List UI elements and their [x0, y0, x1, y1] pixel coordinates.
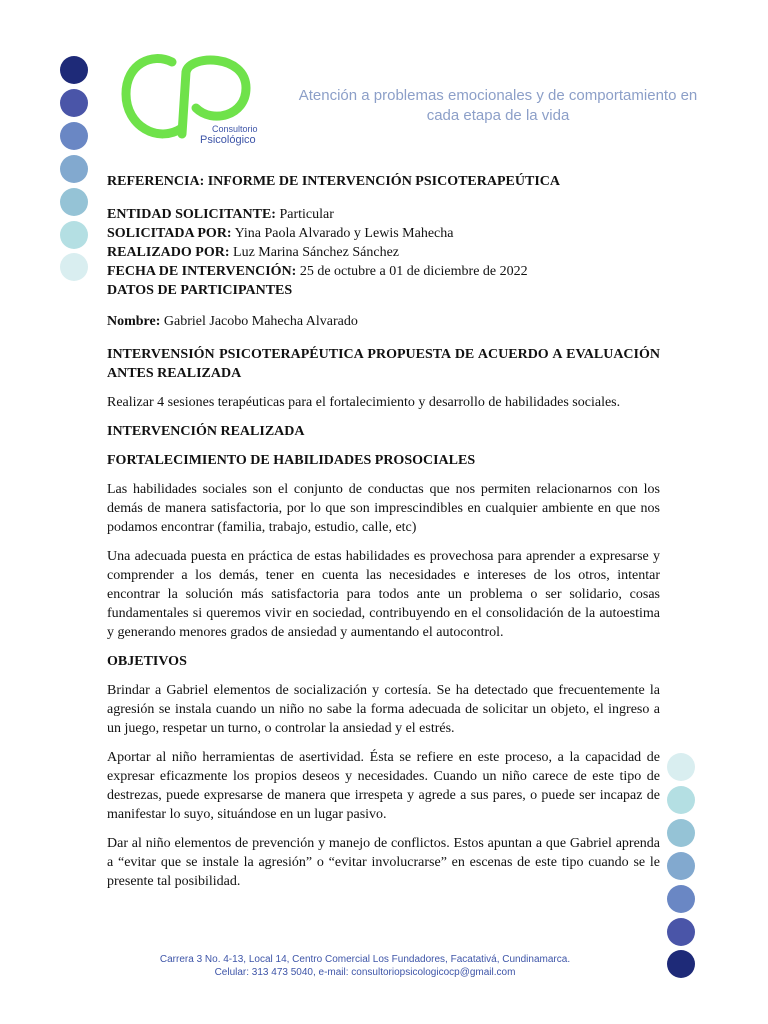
logo-text-line2: Psicológico — [200, 134, 256, 146]
skills-heading: FORTALECIMIENTO DE HABILIDADES PROSOCIALES — [107, 453, 476, 468]
objectives-paragraph-3: Dar al niño elementos de prevención y manejo de conflictos. Estos apuntan a que Gabriel aprenda a “evitar que se instale la agresión” o “evitar involucrarse” en escenas de este tipo cuando se le presente tal posibilidad. — [107, 836, 660, 889]
decor-dot — [60, 155, 88, 183]
decor-dot — [667, 918, 695, 946]
decor-dot — [667, 786, 695, 814]
participants-heading: DATOS DE PARTICIPANTES — [107, 283, 293, 298]
objectives-paragraph-1: Brindar a Gabriel elementos de socialización y cortesía. Se ha detectado que frecuentemente la agresión se instala cuando un niño no sabe la forma adecuada de solicitar un objeto, el ingreso a un juego, respetar un turno, o controlar la ansiedad y el estrés. — [107, 683, 660, 736]
field-value: Luz Marina Sánchez Sánchez — [229, 245, 399, 260]
decor-dot — [60, 89, 88, 117]
name-value: Gabriel Jacobo Mahecha Alvarado — [160, 314, 358, 329]
objectives-heading: OBJETIVOS — [107, 654, 187, 669]
field-label: FECHA DE INTERVENCIÓN: — [107, 264, 297, 279]
decor-dot — [667, 852, 695, 880]
decor-dot — [60, 56, 88, 84]
field-value: Yina Paola Alvarado y Lewis Mahecha — [231, 226, 454, 241]
performed-heading: INTERVENCIÓN REALIZADA — [107, 424, 305, 439]
skills-paragraph-2: Una adecuada puesta en práctica de estas habilidades es provechosa para aprender a expresarse y comprender a los demás, tener en cuenta las necesidades e intereses de los otros, intentar encontrar la solución más satisfactoria para todos ante un problema o ser solidario, cosas fundamentales si queremos vivir en sociedad, contribuyendo en el consolidación de la autoestima y generando menores grados de ansiedad y aumentando el autocontrol. — [107, 549, 660, 640]
field-fecha — [107, 262, 660, 281]
field-label: SOLICITADA POR: — [107, 226, 232, 241]
field-entidad — [107, 205, 660, 224]
decor-dot — [60, 221, 88, 249]
decor-dot — [667, 950, 695, 978]
field-value: Particular — [275, 207, 334, 222]
footer-address: Carrera 3 No. 4-13, Local 14, Centro Comercial Los Fundadores, Facatativá, Cundinamarca. — [159, 954, 571, 965]
decor-dot — [60, 253, 88, 281]
skills-paragraph-1: Las habilidades sociales son el conjunto de conductas que nos permiten relacionarnos con los demás de manera satisfactoria, por lo que son imprescindibles en cualquier ambiente en que nos podamos encontrar (familia, trabajo, estudio, calle, etc) — [107, 482, 660, 535]
reference-heading: REFERENCIA: INFORME DE INTERVENCIÓN PSICOTERAPEÚTICA — [107, 174, 560, 189]
report-body — [107, 172, 660, 891]
name-label: Nombre: — [107, 314, 161, 329]
header-tagline: Atención a problemas emocionales y de comportamiento en cada etapa de la vida — [298, 87, 698, 124]
footer-contact: Celular: 313 473 5040, e-mail: consultoriopsicologicocp@gmail.com — [214, 967, 516, 978]
decor-dot — [667, 753, 695, 781]
field-label: REALIZADO POR: — [107, 245, 230, 260]
proposal-heading: INTERVENSIÓN PSICOTERAPÉUTICA PROPUESTA DE ACUERDO A EVALUACIÓN ANTES REALIZADA — [107, 347, 660, 381]
field-realizado — [107, 243, 660, 262]
decor-dot — [667, 885, 695, 913]
field-solicitada — [107, 224, 660, 243]
decor-dot — [60, 122, 88, 150]
objectives-paragraph-2: Aportar al niño herramientas de asertividad. Ésta se refiere en este proceso, a la capacidad de expresar eficazmente los propios deseos y necesidades. Cuando un niño carece de este tipo de destrezas, puede expresarse de manera que irrespeta y agrede a sus pares, o puede ser incapaz de manifestar lo suyo, situándose en un lugar pasivo. — [107, 750, 660, 822]
logo-text-line1: Consultorio — [212, 124, 258, 134]
proposal-text: Realizar 4 sesiones terapéuticas para el fortalecimiento y desarrollo de habilidades sociales. — [107, 395, 621, 410]
decor-dot — [667, 819, 695, 847]
consultorio-logo — [120, 50, 260, 150]
decor-dot — [60, 188, 88, 216]
field-value: 25 de octubre a 01 de diciembre de 2022 — [296, 264, 528, 279]
field-label: ENTIDAD SOLICITANTE: — [107, 207, 276, 222]
participant-name — [107, 312, 660, 331]
page-footer — [120, 953, 610, 979]
cp-logo-icon — [120, 50, 260, 150]
